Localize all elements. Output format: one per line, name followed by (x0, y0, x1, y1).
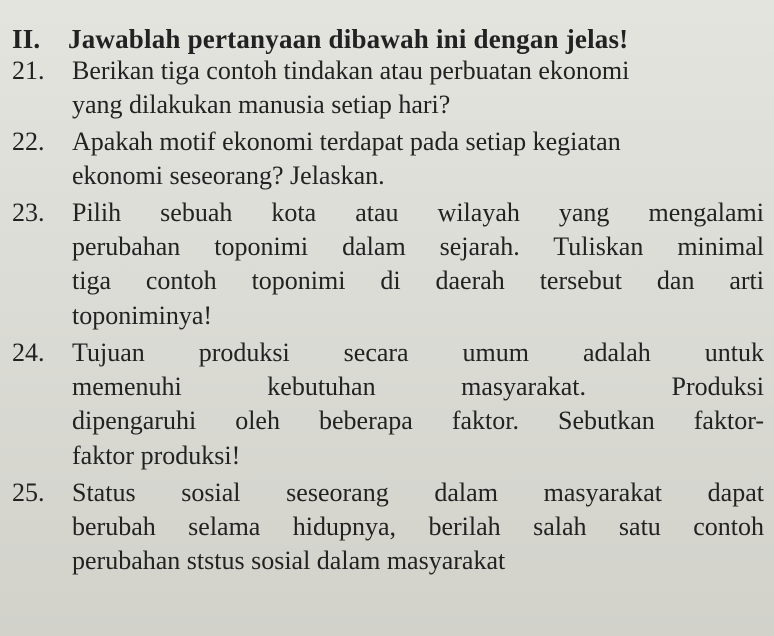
question-line: ekonomi seseorang? Jelaskan. (72, 161, 385, 191)
section-heading (12, 24, 628, 55)
question-line: Berikan tiga contoh tindakan atau perbuatan ekonomi (72, 56, 630, 85)
question-line: dipengaruhi oleh beberapa faktor. Sebutkan faktor- (72, 406, 764, 436)
question-number: 21. (12, 56, 45, 85)
question-line: toponiminya! (72, 300, 213, 330)
question-line: berubah selama hidupnya, berilah salah satu contoh (72, 512, 764, 542)
question-22 (12, 125, 764, 193)
question-line: perubahan toponimi dalam sejarah. Tuliskan minimal (72, 232, 764, 262)
question-text (72, 196, 764, 333)
question-number: 24. (12, 338, 45, 367)
question-25 (12, 476, 764, 579)
question-line: Pilih sebuah kota atau wilayah yang mengalami (72, 198, 764, 227)
question-number: 25. (12, 478, 45, 507)
question-text (72, 54, 764, 122)
question-21 (12, 54, 764, 122)
question-number: 22. (12, 127, 45, 156)
question-line: yang dilakukan manusia setiap hari? (72, 90, 451, 120)
question-line: Status sosial seseorang dalam masyarakat dapat (72, 478, 764, 507)
question-23 (12, 196, 764, 333)
question-text (72, 476, 764, 579)
question-line: faktor produksi! (72, 440, 241, 470)
question-text (72, 125, 764, 193)
question-line: tiga contoh toponimi di daerah tersebut dan arti (72, 266, 764, 296)
section-title: Jawablah pertanyaan dibawah ini dengan jelas! (68, 24, 629, 54)
question-text (72, 336, 764, 473)
question-line: perubahan ststus sosial dalam masyarakat (72, 546, 506, 576)
question-line: Tujuan produksi secara umum adalah untuk (72, 338, 764, 367)
question-line: Apakah motif ekonomi terdapat pada setiap kegiatan (72, 127, 621, 156)
question-number: 23. (12, 198, 45, 227)
question-24 (12, 336, 764, 473)
question-line: memenuhi kebutuhan masyarakat. Produksi (72, 372, 764, 402)
section-number: II. (12, 24, 41, 54)
